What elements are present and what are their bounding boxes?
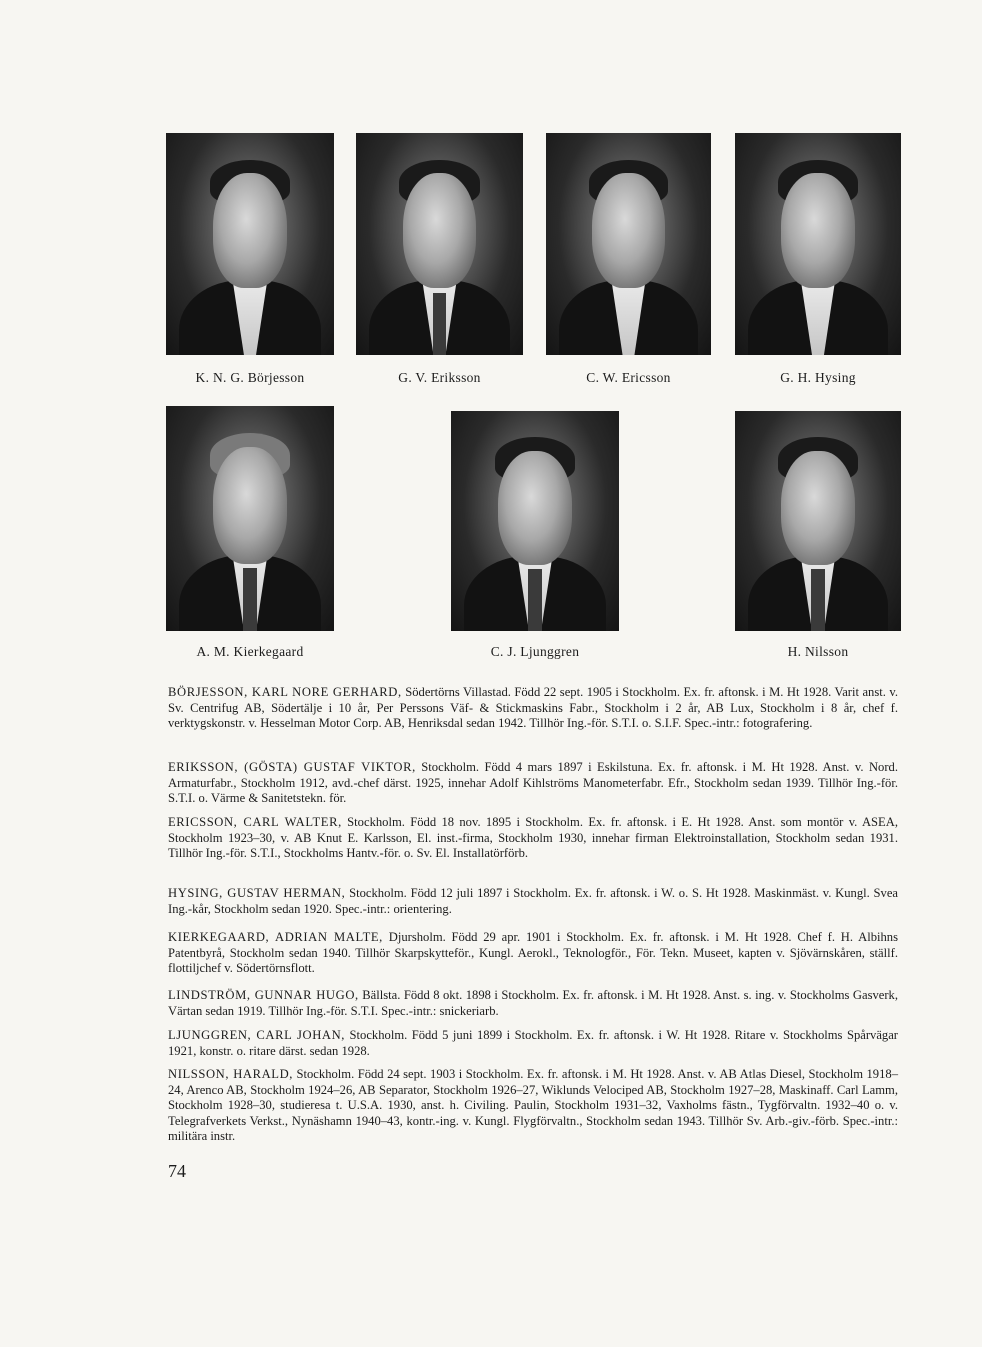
biography-name: ERICSSON, CARL WALTER, xyxy=(168,815,342,829)
portrait-caption: C. W. Ericsson xyxy=(586,370,671,385)
biography-entry xyxy=(168,886,898,917)
biography-entry xyxy=(168,988,898,1019)
biography-entry xyxy=(168,930,898,977)
biography-text: Stockholm. Född 5 juni 1899 i Stockholm. Ex. fr. aftonsk. i W. Ht 1928. Ritare v. Stockholms Spårvägar 1921, konstr. o. ritare därst. sedan 1928. xyxy=(168,1028,899,1058)
biography-name: BÖRJESSON, KARL NORE GERHARD, xyxy=(168,685,402,699)
biography-text: Stockholm. Född 4 mars 1897 i Eskilstuna. Ex. fr. aftonsk. i M. Ht 1928. Anst. v. Nord. Armaturfabr., Stockholm 1912, avd.-chef därst. 1925, innehar Adolf Kihlströms Manometerfabr. Efr., Stockholm sedan 1939. Tillhör Ing.-för. S.T.I. o. Värme & Sanitetstekn. för. xyxy=(168,760,898,805)
portrait-photo-ericsson xyxy=(546,133,711,355)
biography-entry xyxy=(168,760,898,807)
biography-name: KIERKEGAARD, ADRIAN MALTE, xyxy=(168,930,383,944)
biography-text: Bällsta. Född 8 okt. 1898 i Stockholm. Ex. fr. aftonsk. i M. Ht 1928. Anst. s. ing. v. Stockholms Gasverk, Värtan sedan 1919. Tillhör Ing.-för. S.T.I. Spec.-intr.: snickeriarb. xyxy=(168,988,898,1018)
portrait-caption: C. J. Ljunggren xyxy=(490,644,580,659)
biography-entry xyxy=(168,685,898,732)
biography-name: NILSSON, HARALD, xyxy=(168,1067,294,1081)
biography-name: LJUNGGREN, CARL JOHAN, xyxy=(168,1028,346,1042)
portrait-caption: A. M. Kierkegaard xyxy=(196,644,304,659)
portrait-photo-borjesson xyxy=(166,133,334,355)
biography-text: Södertörns Villastad. Född 22 sept. 1905 i Stockholm. Ex. fr. aftonsk. i M. Ht 1928. Varit anst. v. Sv. Centrifug AB, Södertälje i 10 år, Per Perssons Väf- & Stickmaskins Fabr., Stockholm i 2 år, AB Lux, Stockholm i 8 år, chef f. verktygskonstr. v. Hesselman Motor Corp. AB, Henriksdal sedan 1942. Tillhör Ing.-för. S.T.I. o. S.I.F. Spec.-intr.: fotografering. xyxy=(168,685,898,730)
portrait-caption: K. N. G. Börjesson xyxy=(195,370,305,385)
portrait-caption: G. V. Eriksson xyxy=(398,370,481,385)
biography-name: ERIKSSON, (GÖSTA) GUSTAF VIKTOR, xyxy=(168,760,416,774)
biography-name: HYSING, GUSTAV HERMAN, xyxy=(168,886,346,900)
portrait-photo-kierkegaard xyxy=(166,406,334,631)
biography-text: Stockholm. Född 12 juli 1897 i Stockholm. Ex. fr. aftonsk. i W. o. S. Ht 1928. Maskinmäst. v. Kungl. Svea Ing.-kår, Stockholm sedan 1920. Spec.-intr.: orientering. xyxy=(168,886,898,916)
portrait-photo-nilsson xyxy=(735,411,901,631)
biography-text: Stockholm. Född 18 nov. 1895 i Stockholm. Ex. fr. aftonsk. i E. Ht 1928. Anst. som montör v. ASEA, Stockholm 1923–30, v. AB Knut E. Karlsson, El. inst.-firma, Stockholm 1930, innehar firman Elektroinstallation, Stockholm sedan 1931. Tillhör Ing.-för. S.T.I., Stockholms Hantv.-för. o. Sv. El. Installatörförb. xyxy=(168,815,898,860)
biography-name: LINDSTRÖM, GUNNAR HUGO, xyxy=(168,988,359,1002)
biography-text: Stockholm. Född 24 sept. 1903 i Stockholm. Ex. fr. aftonsk. i M. Ht 1928. Anst. v. AB Atlas Diesel, Stockholm 1918–24, Arenco AB, Stockholm 1924–26, AB Separator, Stockholm 1926–27, Wiklunds Velociped AB, Stockholm 1927–28, Maskinaff. Carl Lamm, Stockholm 1928–30, studieresa t. U.S.A. 1930, anst. h. Civiling. Paulin, Stockholm 1931–32, Vaxholms fästn., Tygförvaltn. 1932–40 o. v. Telegrafverkets Verkst., Nynäshamn 1940–43, kontr.-ing. v. Kungl. Flygförvaltn., Stockholm sedan 1943. Tillhör Sv. Arb.-giv.-förb. Spec.-intr.: militära instr. xyxy=(168,1067,898,1143)
portrait-photo-hysing xyxy=(735,133,901,355)
portrait-photo-ljunggren xyxy=(451,411,619,631)
page-number: 74 xyxy=(168,1161,186,1181)
portrait-photo-eriksson xyxy=(356,133,523,355)
biography-text: Djursholm. Född 29 apr. 1901 i Stockholm. Ex. fr. aftonsk. i M. Ht 1928. Chef f. H. Albihns Patentbyrå, Stockholm sedan 1940. Tillhör Skarpskytteför., Kungl. Aerokl., Teknologför., För. Tekn. Museet, kapten v. Sjövärnskåren, ställf. flottiljchef v. Södertörnsflott. xyxy=(168,930,898,975)
biography-entry xyxy=(168,1028,898,1059)
portrait-caption: G. H. Hysing xyxy=(780,370,856,385)
biography-entry xyxy=(168,1067,898,1145)
biography-entry xyxy=(168,815,898,862)
portrait-caption: H. Nilsson xyxy=(787,644,849,659)
